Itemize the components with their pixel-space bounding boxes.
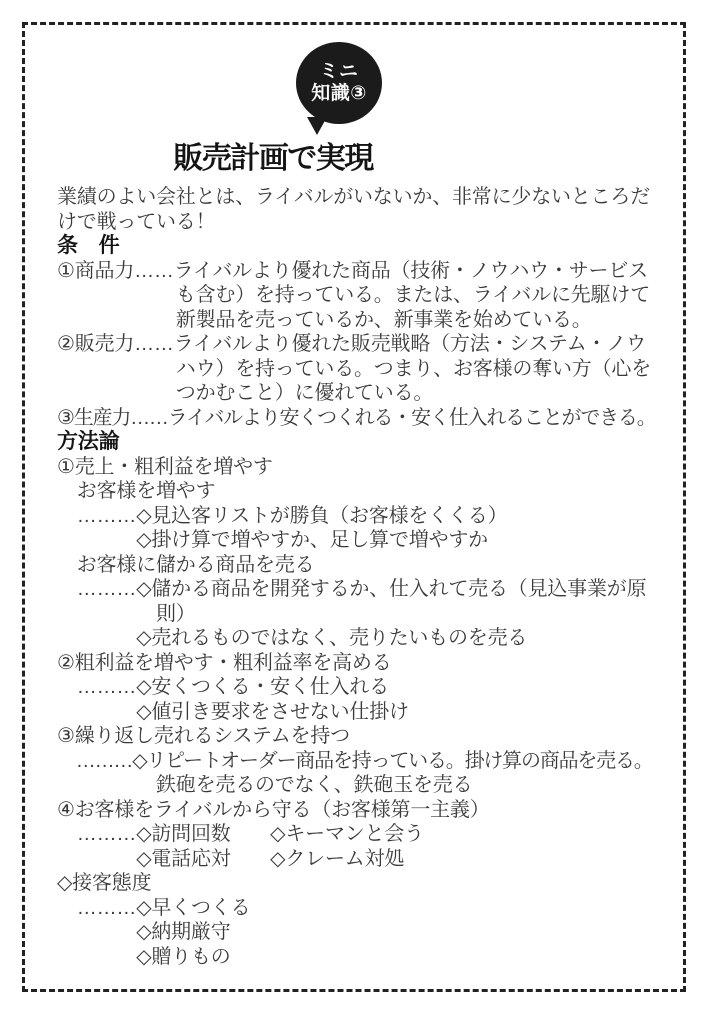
text-line: お客様を増やす (57, 480, 216, 502)
document-body (57, 185, 675, 969)
text-line: 新製品を売っているか、新事業を始めている。 (57, 308, 592, 331)
text-line: ………◇儲かる商品を開発するか、仕入れて売る（見込事業が原 (57, 578, 647, 600)
text-line: ◇売れるものではなく、売りたいものを売る (57, 627, 528, 649)
text-line: ◇掛け算で増やすか、足し算で増やすか (57, 529, 488, 551)
text-line: 鉄砲を売るのでなく、鉄砲玉を売る (57, 774, 473, 796)
text-line: ………◇安くつくる・安く仕入れる (57, 676, 389, 698)
text-line: 業績のよい会社とは、ライバルがいないか、非常に少ないところだ (57, 186, 650, 208)
text-line: 則） (57, 602, 196, 625)
text-line: ①商品力……ライバルより優れた商品（技術・ノウハウ・サービス (57, 259, 648, 282)
text-line: ②販売力……ライバルより優れた販売戦略（方法・システム・ノウ (57, 333, 646, 355)
text-line: ハウ）を持っている。つまり、お客様の奪い方（心を (57, 357, 651, 380)
text-line: つかむこと）に優れている。 (57, 382, 434, 404)
text-line: ◇納期厳守 (57, 921, 231, 943)
text-line: ………◇早くつくる (57, 896, 251, 919)
badge-line-2: 知識③ (311, 83, 367, 104)
text-line: ◇贈りもの (57, 945, 231, 968)
text-line: ③生産力……ライバルより安くつくれる・安く仕入れることができる。 (57, 406, 656, 429)
page-title: 販売計画で実現 (173, 142, 373, 175)
text-line: ………◇リピートオーダー商品を持っている。掛け算の商品を売る。 (57, 749, 653, 772)
text-line: ④お客様をライバルから守る（お客様第一主義） (57, 798, 490, 821)
text-line: けで戦っている！ (57, 210, 216, 233)
text-line: ◇接客態度 (57, 872, 152, 894)
text-line: ③繰り返し売れるシステムを持つ (57, 725, 350, 747)
text-line: 方法論 (57, 430, 120, 453)
text-line: ②粗利益を増やす・粗利益率を高める (57, 651, 392, 674)
text-line: ………◇見込客リストが勝負（お客様をくくる） (57, 504, 508, 527)
mini-knowledge-badge (296, 42, 382, 124)
text-line: ………◇訪問回数 ◇キーマンと会う (57, 823, 424, 845)
text-line: ◇電話応対 ◇クレーム対処 (57, 847, 405, 870)
badge-line-1: ミニ (319, 61, 359, 82)
text-line: お客様に儲かる商品を売る (57, 553, 315, 576)
text-line: ◇値引き要求をさせない仕掛け (57, 700, 409, 723)
text-line: ①売上・粗利益を増やす (57, 455, 273, 478)
text-line: 条 件 (57, 234, 120, 257)
text-line: も含む）を持っている。または、ライバルに先駆けて (57, 284, 650, 306)
